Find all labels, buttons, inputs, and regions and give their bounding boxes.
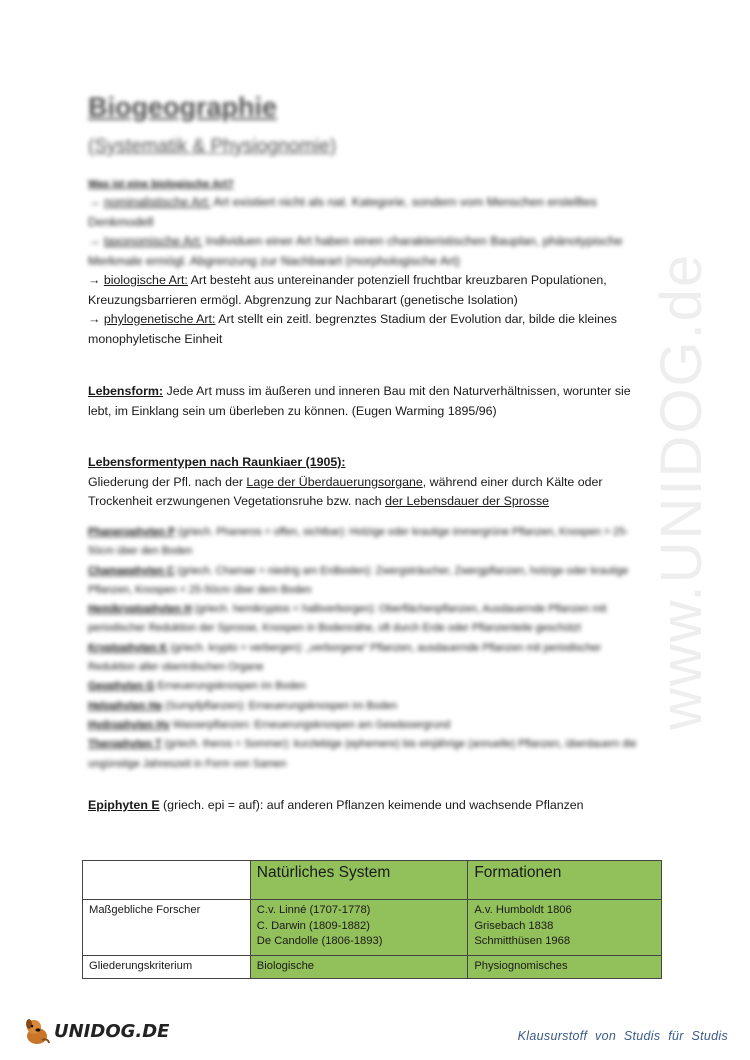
comparison-table [82,860,662,979]
lifeform-type-item [88,639,650,678]
lifeform-types-list [88,523,650,774]
arrow-icon: → [88,312,101,326]
lifeform-type-item [88,697,650,716]
lifeform-type-item [88,735,650,774]
lifeform-type-item [88,677,650,696]
cell-line: Schmitthüsen 1968 [474,935,571,947]
arrow-icon: → [88,195,101,209]
doc-title: Biogeographie [88,92,278,122]
lifeform-type-item [88,600,650,639]
intro-text: Gliederung der Pfl. nach der [88,474,247,489]
cell-line: C.v. Linné (1707-1778) [256,904,371,916]
definition-item [88,310,648,349]
intro-underlined: Lage der Überdauerungsorgane [246,474,423,489]
table-row [83,900,662,956]
table-header-cell [83,861,251,900]
type-term: Chamaephyten C [88,564,175,577]
raunkiaer-intro [88,473,648,512]
type-term: Therophyten T [88,738,162,751]
definition-text: Individuen einer Art haben einen charakteristischen Bauplan, phänotypische Merkmale ermögl. Abgrenzung zur Nachbarart (morphologische Art) [88,234,623,268]
type-text: (griech. hemikryptos = halbverborgen): Oberflächenpflanzen, Ausdauernde Pflanzen mit periodischer Reduktion der Sprosse, Knospen in Bodennähe, oft durch Erde oder Pflanzenteile geschützt [88,603,607,635]
definition-term: biologische Art: [103,273,188,287]
cell-line: Grisebach 1838 [474,919,554,932]
table-header-row [83,861,662,900]
definition-item [88,193,648,232]
lebensform-term: Lebensform: [88,384,164,398]
epiphyten-term: Epiphyten E [88,798,160,812]
type-term: Kryptophyten K [88,641,168,654]
intro-text: , während einer durch Kälte oder Trockenheit erzwungenen Vegetationsruhe bzw. nach [88,474,603,508]
lebensform-paragraph [88,382,648,421]
definition-term: phylogenetische Art: [103,312,216,326]
arrow-icon: → [88,234,101,248]
table-row-label: Maßgebliche Forscher [83,900,251,956]
epiphyten-text: (griech. epi = auf): auf anderen Pflanzen keimende und wachsende Pflanzen [159,798,584,812]
definition-term: taxonomische Art: [103,234,203,248]
type-text: (Sumpfpflanzen): Erneuerungsknospen im Boden [165,699,398,712]
table-row [83,956,662,979]
raunkiaer-heading: Lebensformentypen nach Raunkiaer (1905): [88,455,346,469]
type-term: Phanerophyten P [88,526,176,538]
watermark-text: www.UNIDOG.de [649,252,714,730]
table-header-cell: Natürliches System [250,861,468,900]
table-cell: Biologische [250,956,468,979]
cell-line: C. Darwin (1809-1882) [256,919,370,932]
table-header-cell: Formationen [468,861,662,900]
species-definitions [88,176,648,349]
footer-tagline: Klausurstoff von Studis für Studis [517,1029,728,1043]
lifeform-type-item [88,716,650,735]
definition-item [88,232,648,271]
type-term: Hemikryptophyten H [88,603,192,616]
lifeform-type-item [88,523,650,562]
definition-text: Art existiert nicht als nat. Kategorie, sondern vom Menschen erstelltes Denkmodell [88,195,597,229]
lebensform-text: Jede Art muss im äußeren und inneren Bau mit den Naturverhältnissen, worunter sie lebt, im Einklang sein um überleben zu können. (Eugen Warming 1895/96) [88,384,631,418]
definition-item [88,271,648,310]
type-text: (griech. Phaneros = offen, sichtbar): Holzige oder krautige immergrüne Pflanzen, Knospen > 25-50cm über den Boden [88,526,629,558]
type-term: Hydrophyten Hy [88,718,170,731]
epiphyten-line [88,796,648,816]
unidog-logo[interactable] [22,1016,169,1046]
definition-text: Art besteht aus untereinander potenziell fruchtbar kreuzbaren Populationen, Kreuzungsbarrieren ermögl. Abgrenzung zur Nachbarart (genetische Isolation) [88,273,607,307]
type-term: Geophyten G [88,680,155,693]
type-text: Wasserpflanzen: Erneuerungsknospen am Gewässergrund [172,718,451,731]
type-text: Erneuerungsknospen im Boden [157,680,306,693]
raunkiaer-section [88,453,648,512]
definition-term: nominalistische Art: [103,195,211,209]
arrow-icon: → [88,273,101,287]
intro-underlined: der Lebensdauer der Sprosse [385,494,550,508]
question-heading: Was ist eine biologische Art? [88,178,234,190]
type-text: (griech. krypto = verbergen): „verborgene“ Pflanzen, ausdauernde Pflanzen mit periodischer Reduktion aller oberirdischen Organe [88,641,602,674]
cell-line: A.v. Humboldt 1806 [474,904,572,916]
table-row-label: Gliederungskriterium [83,956,251,979]
dog-mascot-icon [22,1016,52,1046]
cell-line: De Candolle (1806-1893) [256,935,383,947]
type-text: (griech. theros = Sommer): kurzlebige (ephemere) bis einjährige (annuelle) Pflanzen, überdauern die ungünstige Jahreszeit in Form von Samen [88,738,637,770]
logo-text: UNIDOG.DE [54,1020,170,1042]
table-cell: Physiognomisches [468,956,662,979]
definition-text: Art stellt ein zeitl. begrenztes Stadium der Evolution dar, bilde die kleines monophyletische Einheit [88,312,617,346]
lifeform-type-item [88,562,650,601]
type-term: Helophyten He [88,699,163,712]
doc-subtitle: (Systematik & Physiognomie) [88,136,337,157]
type-text: (griech. Chamae = niedrig am Erdboden): Zwergsträucher, Zwergpflanzen, holzige oder krautige Pflanzen, Knospen < 25-50cm über dem Boden [88,564,629,596]
table-cell [250,900,468,956]
table-cell [468,900,662,956]
